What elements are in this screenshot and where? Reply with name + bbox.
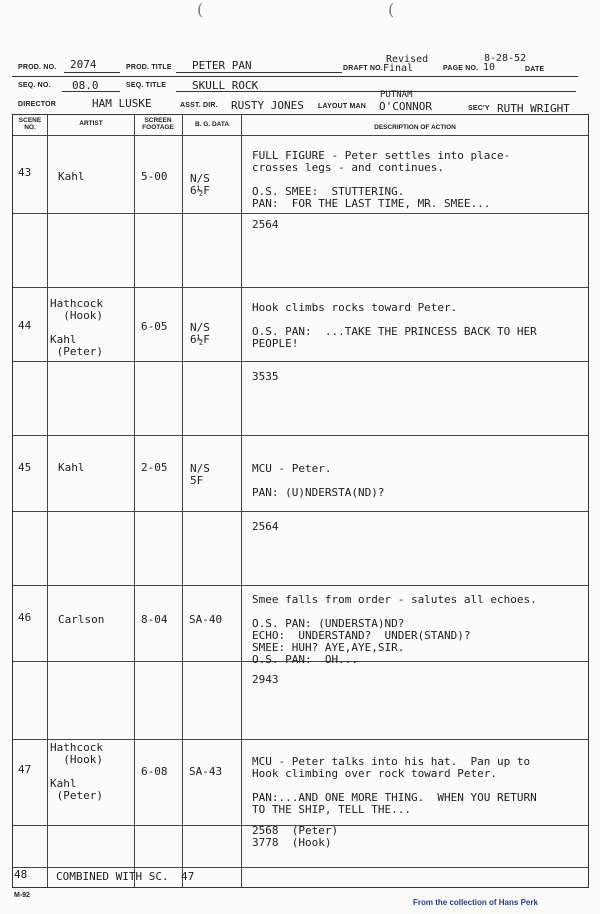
action-description: FULL FIGURE - Peter settles into place- crosses legs - and continues. O.S. SMEE: STUTTERING. PAN: FOR THE LAST TIME, MR. SMEE...	[252, 149, 511, 210]
date-label: DATE	[525, 66, 545, 73]
scene-number: 43	[18, 166, 32, 179]
bg-data: SA-40	[189, 613, 223, 626]
screen-footage: 8-04	[141, 613, 168, 626]
artist: Kahl	[58, 461, 85, 474]
scene-number: 44	[18, 319, 32, 332]
artist: Kahl	[58, 170, 85, 183]
asst-dir-label: ASST. DIR.	[180, 102, 218, 109]
layout-man-label: LAYOUT MAN	[318, 103, 367, 110]
scene-count: 2943	[252, 673, 279, 686]
page-no-value: 10	[483, 62, 496, 73]
screen-footage: 2-05	[141, 461, 168, 474]
prod-title-value: PETER PAN	[192, 59, 252, 72]
scene-count: 2564	[252, 520, 279, 533]
screen-footage: 6-05	[141, 320, 168, 333]
screen-footage: 6-08	[141, 765, 168, 778]
combined-ref: 47	[181, 870, 195, 883]
scene-count: 2568 (Peter) 3778 (Hook)	[252, 824, 339, 849]
date-value: 8-28-52	[484, 53, 527, 64]
bg-data: SA-43	[189, 765, 223, 778]
prod-title-label: PROD. TITLE	[126, 64, 172, 71]
artist: Hathcock (Hook) Kahl (Peter)	[50, 297, 103, 358]
prod-no-value: 2074	[70, 58, 97, 71]
col-description: DESCRIPTION OF ACTION	[374, 124, 456, 131]
col-artist: ARTIST	[79, 120, 103, 127]
director-label: DIRECTOR	[18, 101, 57, 108]
action-description: MCU - Peter. PAN: (U)NDERSTA(ND)?	[252, 462, 385, 499]
secy-label: SEC'Y	[468, 105, 490, 112]
collection-credit: From the collection of Hans Perk	[413, 898, 538, 907]
binder-hole-right: (	[388, 0, 395, 19]
seq-title-label: SEQ. TITLE	[126, 82, 167, 89]
action-description: Hook climbs rocks toward Peter. O.S. PAN: ...TAKE THE PRINCESS BACK TO HER PEOPLE!	[252, 301, 537, 350]
layout-man-top: PUTNAM	[380, 90, 413, 100]
bg-data: N/S 6½F	[190, 172, 210, 197]
col-scene-no: SCENE NO.	[18, 117, 42, 131]
screen-footage: 5-00	[141, 170, 168, 183]
asst-dir-value: RUSTY JONES	[231, 99, 304, 112]
col-screen-footage: SCREEN FOOTAGE	[142, 117, 174, 131]
seq-no-value: 08.0	[72, 79, 99, 92]
bg-data: N/S 6½F	[190, 321, 210, 346]
draft-revised: Revised	[386, 54, 429, 65]
form-number: M-92	[14, 892, 30, 899]
action-description: MCU - Peter talks into his hat. Pan up to Hook climbing over rock toward Peter. PAN:...AND ONE MORE THING. WHEN YOU RETURN TO THE SHIP, TELL THE...	[252, 755, 537, 816]
layout-man-value: O'CONNOR	[379, 100, 432, 113]
director-value: HAM LUSKE	[92, 97, 152, 110]
scene-number: 46	[18, 611, 32, 624]
seq-title-value: SKULL ROCK	[192, 79, 259, 92]
col-bg-data: B. G. DATA	[194, 121, 230, 128]
action-description: Smee falls from order - salutes all echoes. O.S. PAN: (UNDERSTA)ND? ECHO: UNDERSTAND? UNDER(STAND)? SMEE: HUH? AYE,AYE,SIR. O.S. PAN: OH...	[252, 593, 537, 666]
draft-no-value: Final	[383, 63, 414, 74]
seq-no-label: SEQ. NO.	[18, 82, 51, 89]
scene-count: 2564	[252, 218, 279, 231]
prod-no-label: PROD. NO.	[18, 64, 57, 71]
page-no-label: PAGE NO.	[443, 65, 479, 72]
scene-count: 3535	[252, 370, 279, 383]
draft-no-label: DRAFT NO.	[343, 65, 383, 72]
secy-value: RUTH WRIGHT	[497, 102, 570, 115]
artist: Hathcock (Hook) Kahl (Peter)	[50, 741, 103, 802]
scene-number: 45	[18, 461, 32, 474]
scene-number: 48	[14, 868, 28, 881]
binder-hole-left: (	[197, 0, 204, 19]
scene-number: 47	[18, 763, 32, 776]
artist: Carlson	[58, 613, 105, 626]
combined-note: COMBINED WITH SC.	[56, 870, 169, 883]
bg-data: N/S 5F	[190, 462, 210, 487]
